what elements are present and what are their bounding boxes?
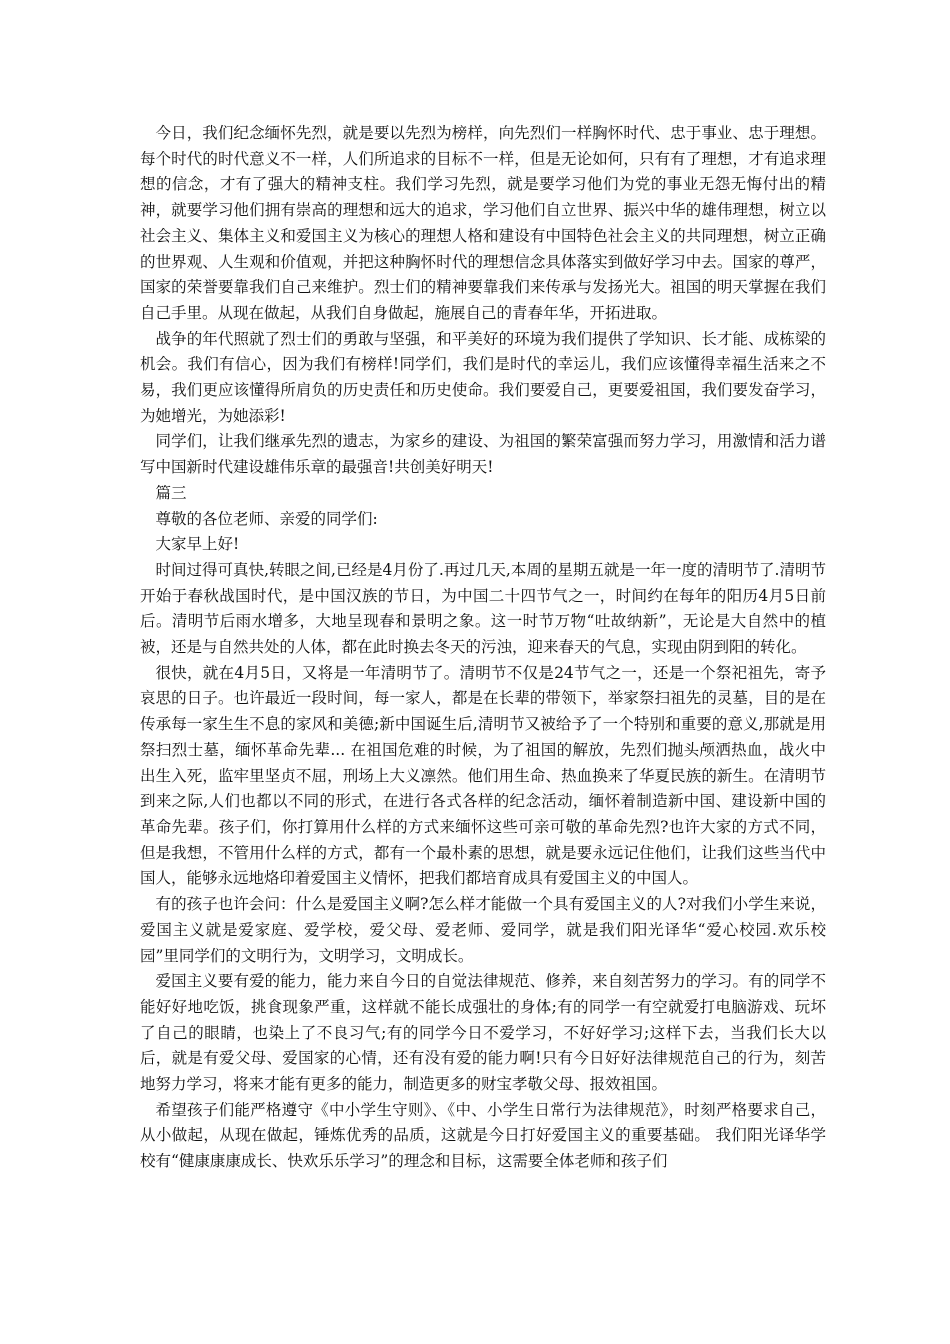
salutation: 尊敬的各位老师、亲爱的同学们: (155, 509, 378, 528)
greeting: 大家早上好! (155, 535, 240, 554)
paragraph-war-era: 战争的年代照就了烈士们的勇敢与坚强，和平美好的环境为我们提供了学知识、长才能、成栋梁的机会。我们有信心，因为我们有榜样!同学们，我们是时代的幸运儿，我们应该懂得幸福生活来之不易，我们更应该懂得所肩负的历史责任和历史使命。我们要爱自己，更要爱祖国，我们要发奋学习，为她增光，为她添彩! (140, 329, 826, 425)
paragraph-qingming-intro: 时间过得可真快,转眼之间,已经是4月份了.再过几天,本周的星期五就是一年一度的清明节了.清明节开始于春秋战国时代，是中国汉族的节日，为中国二十四节气之一，时间约在每年的阳历4月5日前后。清明节后雨水增多，大地呈现春和景明之象。这一时节万物“吐故纳新”，无论是大自然中的植被，还是与自然共处的人体，都在此时换去冬天的污浊，迎来春天的气息，实现由阴到阳的转化。 (140, 560, 826, 657)
document-page (140, 121, 826, 1175)
paragraph-qingming-meaning: 很快，就在4月5日，又将是一年清明节了。清明节不仅是24节气之一，还是一个祭祀祖先，寄予哀思的日子。也许最近一段时间，每一家人，都是在长辈的带领下，举家祭扫祖先的灵墓，目的是在传承每一家生生不息的家风和美德;新中国诞生后,清明节又被给予了一个特别和重要的意义,那就是用祭扫烈士墓，缅怀革命先辈... 在祖国危难的时候，为了祖国的解放，先烈们抛头颅洒热血，战火中出生入死，监牢里坚贞不屈，刑场上大义凛然。他们用生命、热血换来了华夏民族的新生。在清明节到来之际,人们也都以不同的形式，在进行各式各样的纪念活动，缅怀着制造新中国、建设新中国的革命先辈。孩子们，你打算用什么样的方式来缅怀这些可亲可敬的革命先烈?也许大家的方式不同，但是我想，不管用什么样的方式，都有一个最朴素的思想，就是要永远记住他们，让我们这些当代中国人，能够永远地烙印着爱国主义情怀，把我们都培育成具有爱国主义的中国人。 (140, 663, 826, 888)
section-heading: 篇三 (155, 483, 187, 502)
paragraph-martyrs-ideals: 今日，我们纪念缅怀先烈，就是要以先烈为榜样，向先烈们一样胸怀时代、忠于事业、忠于理想。每个时代的时代意义不一样，人们所追求的目标不一样，但是无论如何，只有有了理想，才有追求理想的信念，才有了强大的精神支柱。我们学习先烈，就是要学习他们为党的事业无怨无悔付出的精神，就要学习他们拥有崇高的理想和远大的追求，学习他们自立世界、振兴中华的雄伟理想，树立以社会主义、集体主义和爱国主义为核心的理想人格和建设有中国特色社会主义的共同理想，树立正确的世界观、人生观和价值观，并把这种胸怀时代的理想信念具体落实到做好学习中去。国家的尊严，国家的荣誉要靠我们自己来维护。烈士们的精神要靠我们来传承与发扬光大。祖国的明天掌握在我们自己手里。从现在做起，从我们自身做起，施展自己的青春年华，开拓进取。 (140, 124, 826, 322)
paragraph-hope: 希望孩子们能严格遵守《中小学生守则》、《中、小学生日常行为法律规范》，时刻严格要求自己，从小做起，从现在做起，锤炼优秀的品质，这就是今日打好爱国主义的重要基础。 我们阳光译华学校有“健康康康成长、快欢乐乐学习”的理念和目标，这需要全体老师和孩子们 (140, 1100, 826, 1171)
paragraph-what-is-patriotism: 有的孩子也许会问：什么是爱国主义啊?怎么样才能做一个具有爱国主义的人?对我们小学生来说，爱国主义就是爱家庭、爱学校，爱父母、爱老师、爱同学，就是我们阳光译华“爱心校园.欢乐校园”里同学们的文明行为，文明学习，文明成长。 (140, 895, 826, 965)
paragraph-ability-to-love: 爱国主义要有爱的能力，能力来自今日的自觉法律规范、修养，来自刻苦努力的学习。有的同学不能好好地吃饭，挑食现象严重，这样就不能长成强壮的身体;有的同学一有空就爱打电脑游戏、玩坏了自己的眼睛，也染上了不良习气;有的同学今日不爱学习，不好好学习;这样下去，当我们长大以后，就是有爱父母、爱国家的心情，还有没有爱的能力啊!只有今日好好法律规范自己的行为，刻苦地努力学习，将来才能有更多的能力，制造更多的财宝孝敬父母、报效祖国。 (140, 972, 826, 1094)
paragraph-call-to-students: 同学们，让我们继承先烈的遗志，为家乡的建设、为祖国的繁荣富强而努力学习，用激情和活力谱写中国新时代建设雄伟乐章的最强音!共创美好明天! (140, 432, 826, 477)
